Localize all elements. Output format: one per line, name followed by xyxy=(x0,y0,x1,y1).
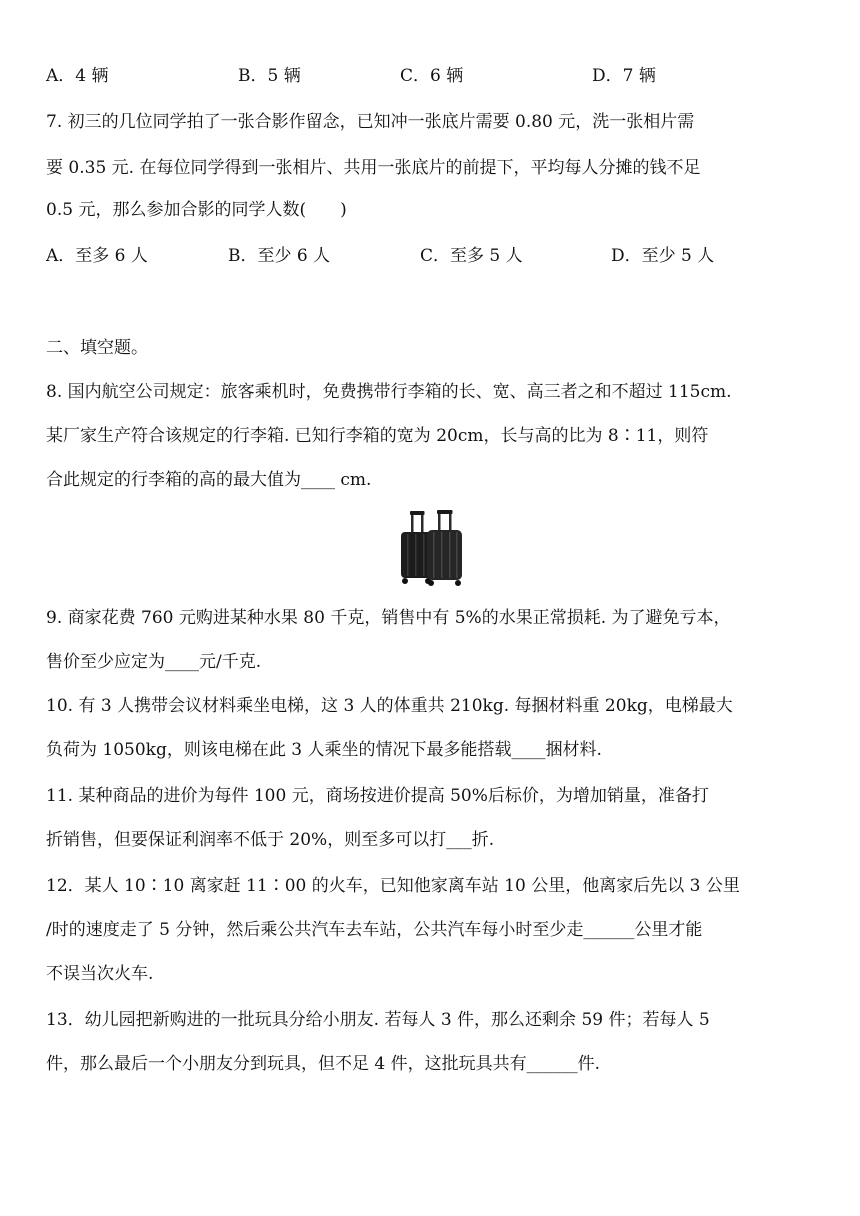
q7-line-1: 7. 初三的几位同学拍了一张合影作留念，已知冲一张底片需要 0.80 元，洗一张相片需 xyxy=(46,112,695,132)
q13-line-2: 件，那么最后一个小朋友分到玩具，但不足 4 件，这批玩具共有______件. xyxy=(46,1054,601,1074)
suitcase-icon xyxy=(394,510,464,586)
q12-line-3: 不误当次火车. xyxy=(46,964,154,984)
q7-option-c: C．至多 5 人 xyxy=(420,246,523,266)
q11-line-2: 折销售，但要保证利润率不低于 20%，则至多可以打___折. xyxy=(46,830,495,850)
q9-line-1: 9. 商家花费 760 元购进某种水果 80 千克，销售中有 5%的水果正常损耗. 为了避免亏本， xyxy=(46,608,731,628)
q10-line-2: 负荷为 1050kg，则该电梯在此 3 人乘坐的情况下最多能搭载____捆材料. xyxy=(46,740,602,760)
q8-line-1: 8. 国内航空公司规定：旅客乘机时，免费携带行李箱的长、宽、高三者之和不超过 115cm. xyxy=(46,382,732,402)
q11-line-1: 11. 某种商品的进价为每件 100 元，商场按进价提高 50%后标价，为增加销量，准备打 xyxy=(46,786,709,806)
q6-option-a: A．4 辆 xyxy=(46,66,109,86)
suitcase-image xyxy=(394,510,464,586)
q7-option-b: B．至少 6 人 xyxy=(228,246,331,266)
q7-option-a: A．至多 6 人 xyxy=(46,246,148,266)
q13-line-1: 13．幼儿园把新购进的一批玩具分给小朋友. 若每人 3 件，那么还剩余 59 件；若每人 5 xyxy=(46,1010,710,1030)
q6-option-c: C．6 辆 xyxy=(400,66,464,86)
section-title: 二、填空题。 xyxy=(46,338,148,358)
q10-line-1: 10. 有 3 人携带会议材料乘坐电梯，这 3 人的体重共 210kg. 每捆材料重 20kg，电梯最大 xyxy=(46,696,733,716)
q7-line-3: 0.5 元，那么参加合影的同学人数( ) xyxy=(46,200,347,220)
q12-line-1: 12．某人 10∶10 离家赶 11∶00 的火车，已知他家离车站 10 公里，他离家后先以 3 公里 xyxy=(46,876,740,896)
q7-option-d: D．至少 5 人 xyxy=(611,246,715,266)
q6-option-b: B．5 辆 xyxy=(238,66,301,86)
q8-line-3: 合此规定的行李箱的高的最大值为____ cm. xyxy=(46,470,372,490)
q12-line-2: /时的速度走了 5 分钟，然后乘公共汽车去车站，公共汽车每小时至少走______公里才能 xyxy=(46,920,703,940)
q9-line-2: 售价至少应定为____元/千克. xyxy=(46,652,262,672)
q8-line-2: 某厂家生产符合该规定的行李箱. 已知行李箱的宽为 20cm，长与高的比为 8∶11，则符 xyxy=(46,426,709,446)
q6-option-d: D．7 辆 xyxy=(592,66,656,86)
q7-line-2: 要 0.35 元. 在每位同学得到一张相片、共用一张底片的前提下，平均每人分摊的钱不足 xyxy=(46,158,701,178)
